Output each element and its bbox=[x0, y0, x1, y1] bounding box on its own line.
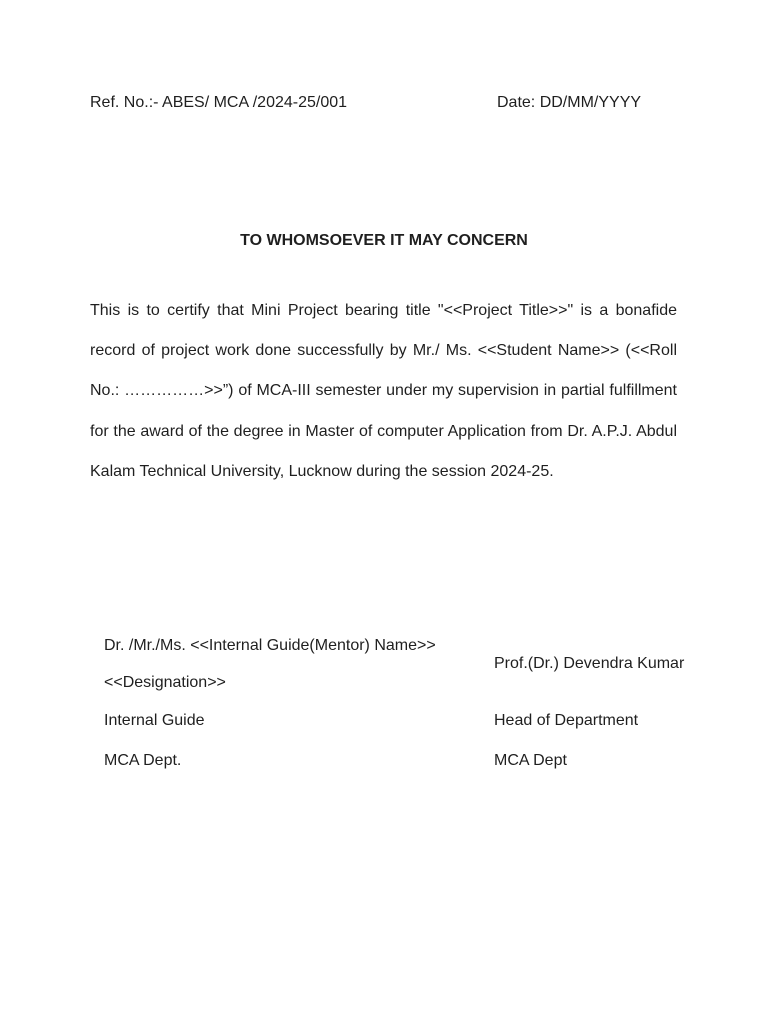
date-field: Date: DD/MM/YYYY bbox=[497, 94, 642, 111]
guide-dept: MCA Dept. bbox=[104, 752, 182, 769]
hod-dept: MCA Dept bbox=[494, 752, 567, 769]
hod-role: Head of Department bbox=[494, 712, 639, 729]
guide-designation: <<Designation>> bbox=[104, 674, 226, 691]
hod-name: Prof.(Dr.) Devendra Kumar bbox=[494, 655, 685, 672]
guide-name: Dr. /Mr./Ms. <<Internal Guide(Mentor) Name>> bbox=[104, 637, 436, 654]
reference-number: Ref. No.:- ABES/ MCA /2024-25/001 bbox=[90, 94, 348, 111]
certificate-body: This is to certify that Mini Project bearing title "<<Project Title>>" is a bonafide record of project work done successfully by Mr./ Ms. <<Student Name>> (<<Roll No.: ……………>>”) of MCA-III semester under my supervision in partial fulfillment for the award of the degree in Master of computer Application from Dr. A.P.J. Abdul Kalam Technical University, Lucknow during the session 2024-25. bbox=[90, 302, 677, 480]
certificate-heading: TO WHOMSOEVER IT MAY CONCERN bbox=[240, 232, 528, 249]
guide-role: Internal Guide bbox=[104, 712, 205, 729]
